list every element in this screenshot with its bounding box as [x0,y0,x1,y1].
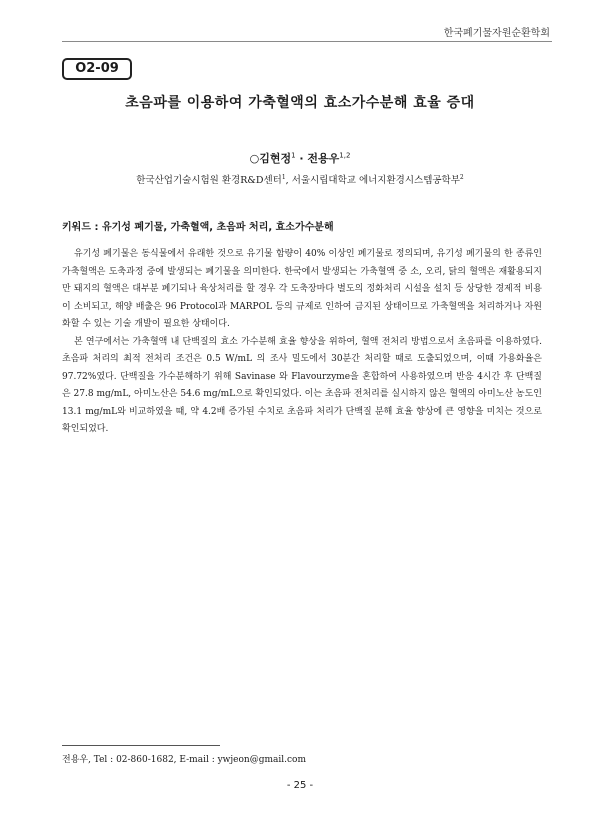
paper-title: 초음파를 이용하여 가축혈액의 효소가수분해 효율 증대 [125,95,475,111]
affiliation-1: 한국산업기술시험원 환경R&D센터 [136,175,282,186]
author-name: 김현정 [259,152,292,165]
header-divider [62,41,552,42]
footnote-contact: 전용우, Tel : 02-860-1682, E-mail : ywjeon@gmail.com [62,755,306,765]
affiliation-2: , 서울시립대학교 에너지환경시스템공학부 [285,175,460,186]
abstract-body [62,246,542,439]
paper-code-badge: O2-09 [62,58,132,80]
affiliation-mark: 2 [459,173,464,181]
footnote-divider [62,745,220,746]
author-name: 전용우 [307,152,340,165]
author-separator: · [295,152,308,165]
page-number: - 25 - [286,780,314,791]
keywords-line: 키워드 : 유기성 폐기물, 가축혈액, 초음파 처리, 효소가수분해 [62,222,334,233]
affiliation-mark: 1 [281,173,286,181]
abstract-paragraph: 유기성 폐기물은 동식물에서 유래한 것으로 유기물 함량이 40% 이상인 폐기물로 정의되며, 유기성 폐기물의 한 종류인 가축혈액은 도축과정 중에 발생되는 폐기물을 의미한다. 한국에서 발생되는 가축혈액 중 소, 오리, 닭의 혈액은 재활용되지만 돼지의 혈액은 대부분 폐기되나 육상처리를 할 경우 각 도축장마다 별도의 정화처리 시설을 설치 등 상당한 경제적 비용이 소비되고, 해양 배출은 96 Protocol과 MARPOL 등의 규제로 인하여 금지된 상태이므로 가축혈액을 처리하거나 자원화할 수 있는 기술 개발이 필요한 상태이다. [62,249,542,329]
abstract-paragraph: 본 연구에서는 가축혈액 내 단백질의 효소 가수분해 효율 향상을 위하여, 혈액 전처리 방법으로서 초음파를 이용하였다. 초음파 처리의 최적 전처리 조건은 0.5 W/mL 의 조사 밀도에서 30분간 처리할 때로 도출되었으며, 이때 가용화율은 97.72%였다. 단백질을 가수분해하기 위해 Savinase 와 Flavourzyme을 혼합하여 사용하였으며 반응 4시간 후 단백질은 27.8 mg/mL, 아미노산은 54.6 mg/mL으로 확인되었다. 이는 초음파 전처리를 실시하지 않은 혈액의 아미노산 농도인 13.1 mg/mL와 비교하였을 때, 약 4.2배 증가된 수치로 초음파 처리가 단백질 분해 효율 향상에 큰 영향을 미치는 것으로 확인되었다. [62,336,542,434]
author-affiliation-mark: 1,2 [339,151,351,160]
author-affiliation-mark: 1 [291,151,296,160]
author-line [0,150,600,166]
presenter-marker: ○ [249,152,260,165]
affiliation-line [0,172,600,186]
header-organization: 한국폐기물자원순환학회 [443,28,550,39]
